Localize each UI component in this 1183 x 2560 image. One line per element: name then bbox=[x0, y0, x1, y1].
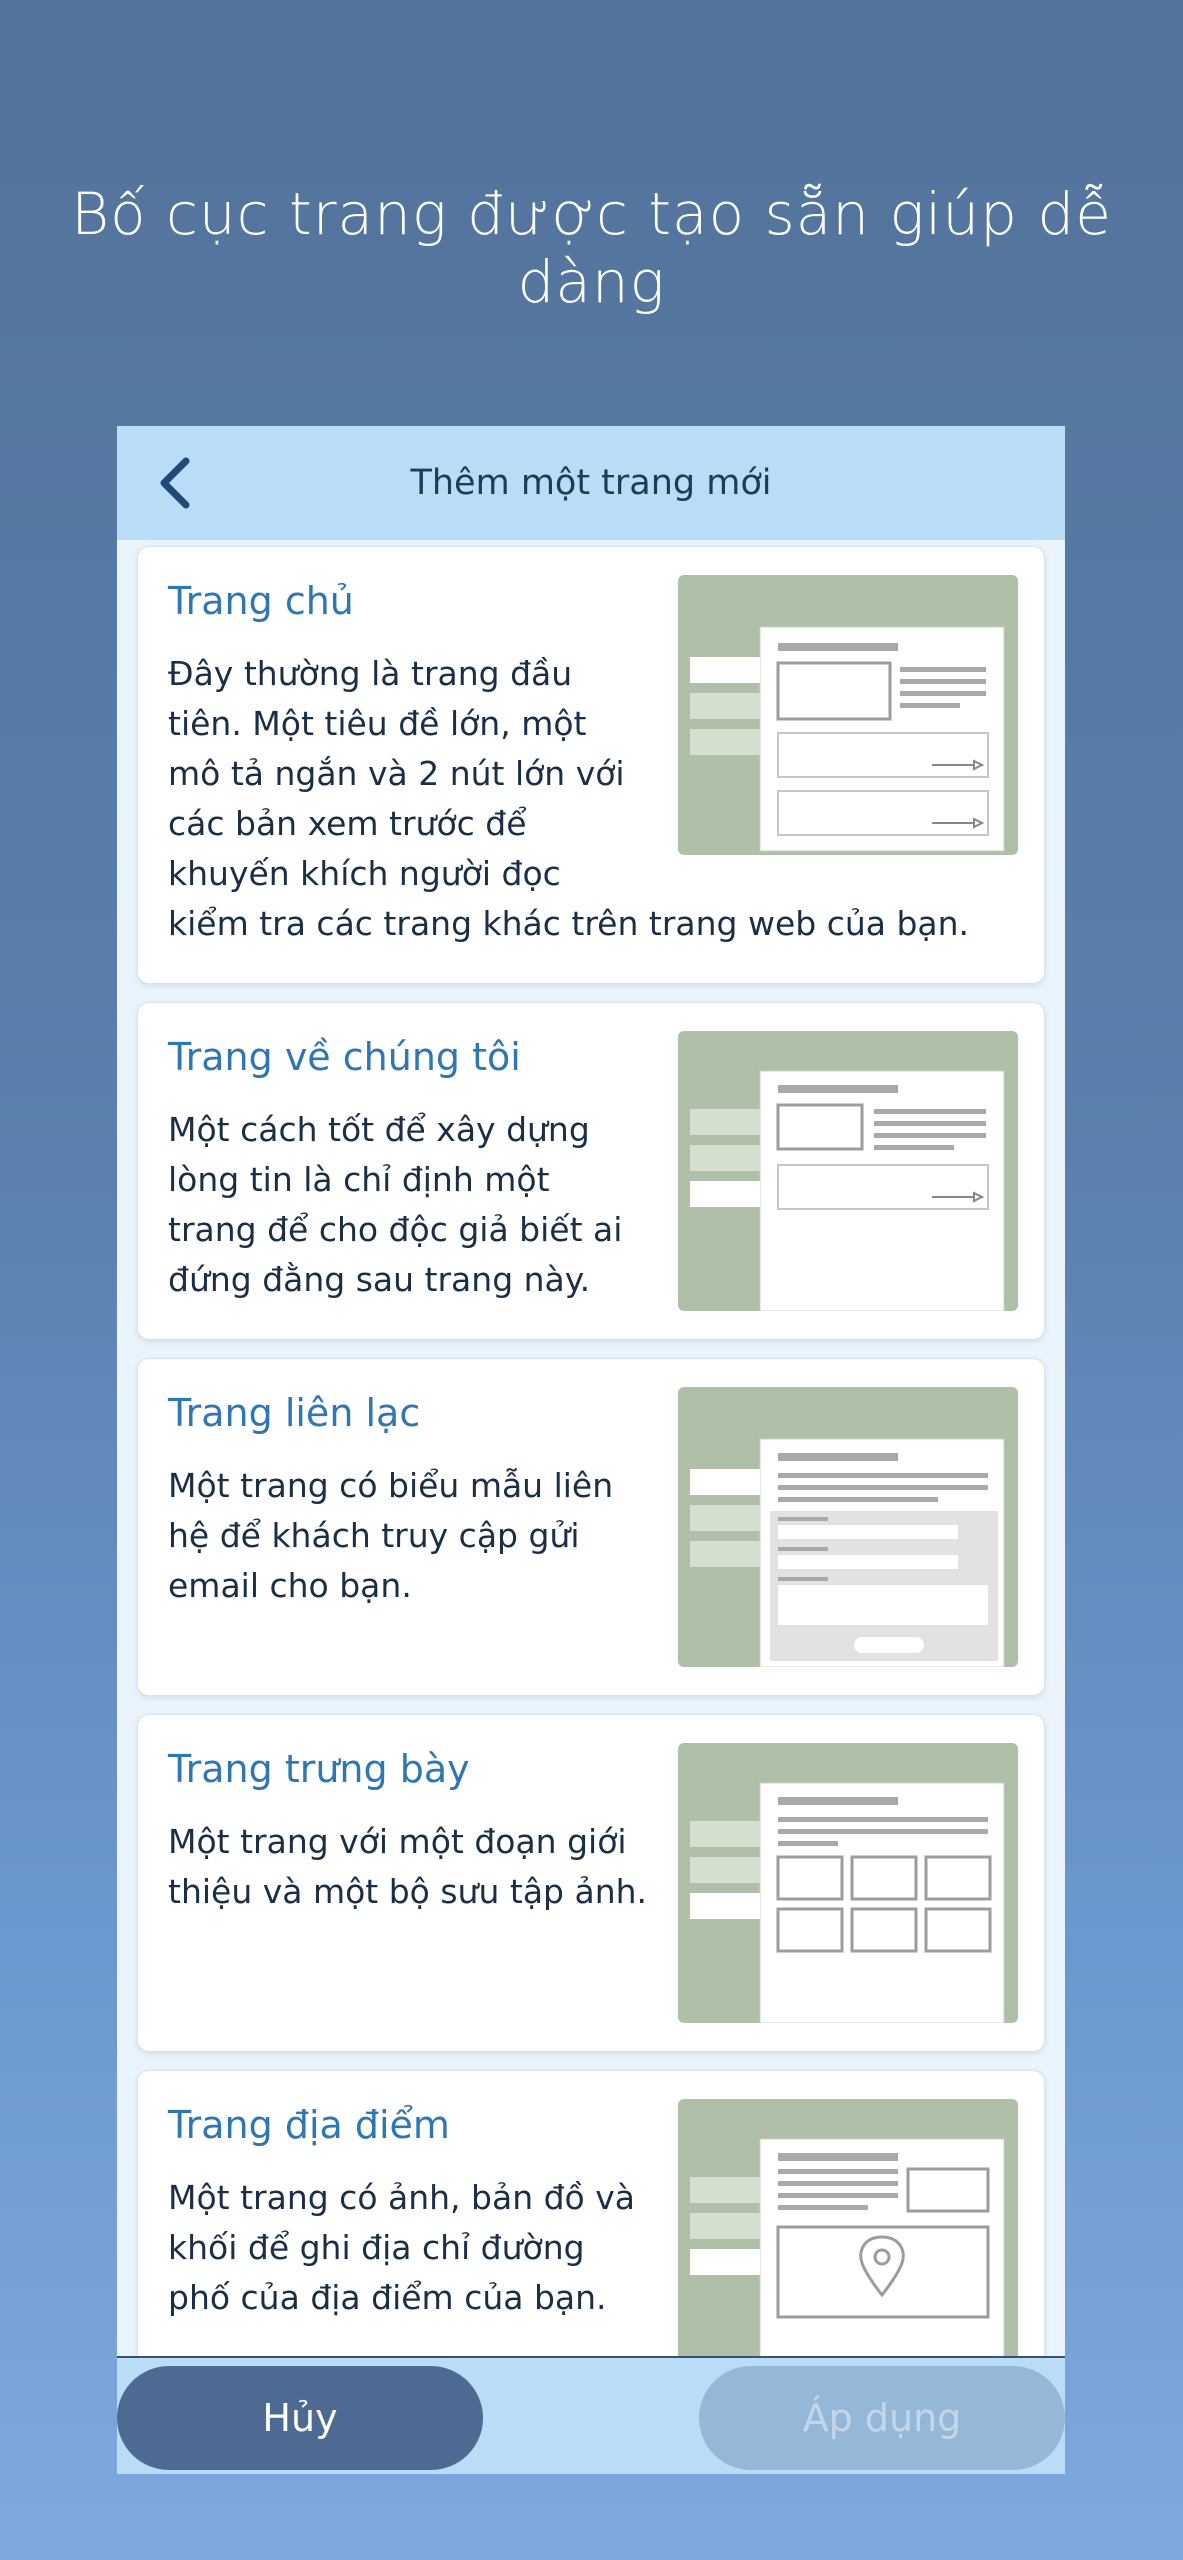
home-layout-preview bbox=[678, 575, 1018, 855]
back-button[interactable] bbox=[141, 448, 211, 518]
card-title: Trang chủ bbox=[168, 579, 354, 623]
layout-card-contact[interactable] bbox=[137, 1358, 1045, 1696]
card-description: Đây thường là trang đầu tiên. Một tiêu đề lớn, một mô tả ngắn và 2 nút lớn với các bản xem trước để khuyến khích người đọc kiểm tra các trang khác trên trang web của bạn. bbox=[168, 654, 970, 943]
top-bar bbox=[117, 426, 1065, 540]
card-title: Trang trưng bày bbox=[168, 1747, 470, 1791]
chevron-left-icon bbox=[156, 455, 196, 511]
card-title: Trang địa điểm bbox=[168, 2103, 450, 2147]
card-description: Một trang có ảnh, bản đồ và khối để ghi địa chỉ đường phố của địa điểm của bạn. bbox=[168, 2178, 635, 2317]
page-title: Thêm một trang mới bbox=[410, 463, 772, 503]
contact-layout-preview bbox=[678, 1387, 1018, 1667]
bottom-bar bbox=[117, 2356, 1065, 2474]
apply-button[interactable]: Áp dụng bbox=[699, 2366, 1065, 2470]
card-description: Một trang có biểu mẫu liên hệ để khách truy cập gửi email cho bạn. bbox=[168, 1466, 614, 1605]
about-layout-preview bbox=[678, 1031, 1018, 1311]
cancel-button[interactable]: Hủy bbox=[117, 2366, 483, 2470]
add-page-panel bbox=[117, 426, 1065, 2474]
card-title: Trang về chúng tôi bbox=[168, 1035, 521, 1079]
headline: Bố cục trang được tạo sẵn giúp dễ dàng bbox=[71, 180, 1112, 316]
layout-card-home[interactable] bbox=[137, 546, 1045, 984]
card-title: Trang liên lạc bbox=[168, 1391, 421, 1435]
layout-card-about[interactable] bbox=[137, 1002, 1045, 1340]
gallery-layout-preview bbox=[678, 1743, 1018, 2023]
layout-card-gallery[interactable] bbox=[137, 1714, 1045, 2052]
location-layout-preview bbox=[678, 2099, 1018, 2379]
card-description: Một cách tốt để xây dựng lòng tin là chỉ định một trang để cho độc giả biết ai đứng đằng sau trang này. bbox=[168, 1110, 623, 1299]
card-description: Một trang với một đoạn giới thiệu và một bộ sưu tập ảnh. bbox=[168, 1822, 648, 1911]
